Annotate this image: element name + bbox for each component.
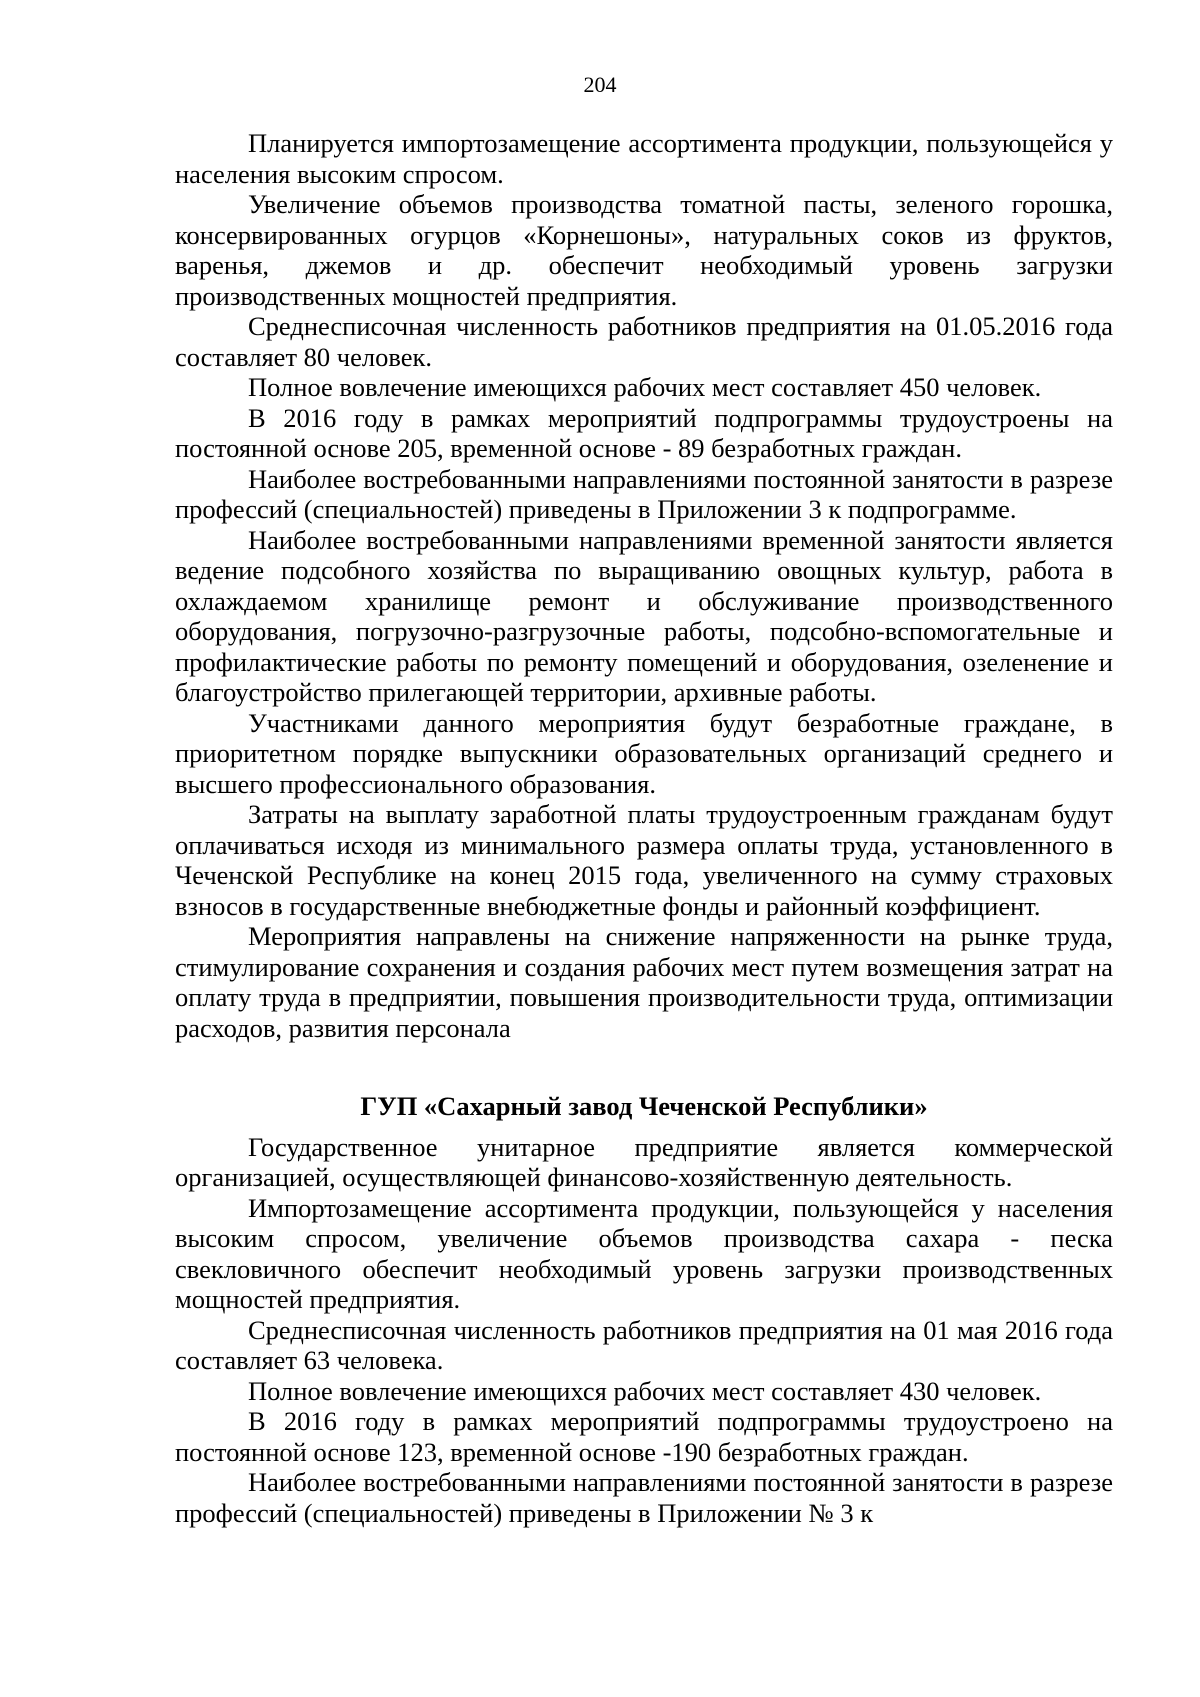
paragraph: Наиболее востребованными направлениями временной занятости является ведение подсобного хозяйства по выращиванию овощных культур, работа в охлаждаемом хранилище ремонт и обслуживание производственного оборудования, погрузочно-разгрузочные работы, подсобно-вспомогательные и профилактические работы по ремонту помещений и оборудования, озеленение и благоустройство прилегающей территории, архивные работы.: [175, 524, 1113, 707]
paragraph: Государственное унитарное предприятие является коммерческой организацией, осуществляющей финансово-хозяйственную деятельность.: [175, 1131, 1113, 1192]
paragraph: Участниками данного мероприятия будут безработные граждане, в приоритетном порядке выпускники образовательных организаций среднего и высшего профессионального образования.: [175, 707, 1113, 799]
paragraph: Затраты на выплату заработной платы трудоустроенным гражданам будут оплачиваться исходя из минимального размера оплаты труда, установленного в Чеченской Республике на конец 2015 года, увеличенного на сумму страховых взносов в государственные внебюджетные фонды и районный коэффициент.: [175, 799, 1113, 921]
paragraph: Наиболее востребованными направлениями постоянной занятости в разрезе профессий (специальностей) приведены в Приложении № 3 к: [175, 1467, 1113, 1528]
paragraph: Планируется импортозамещение ассортимента продукции, пользующейся у населения высоким спросом.: [175, 128, 1113, 189]
paragraph: Увеличение объемов производства томатной пасты, зеленого горошка, консервированных огурцов «Корнешоны», натуральных соков из фруктов, варенья, джемов и др. обеспечит необходимый уровень загрузки производственных мощностей предприятия.: [175, 189, 1113, 311]
paragraph: В 2016 году в рамках мероприятий подпрограммы трудоустроены на постоянной основе 205, временной основе - 89 безработных граждан.: [175, 402, 1113, 463]
paragraph: Полное вовлечение имеющихся рабочих мест составляет 430 человек.: [248, 1375, 1042, 1406]
page-number: 204: [583, 72, 617, 97]
paragraph: Импортозамещение ассортимента продукции, пользующейся у населения высоким спросом, увеличение объемов производства сахара - песка свекловичного обеспечит необходимый уровень загрузки производственных мощностей предприятия.: [175, 1192, 1113, 1314]
paragraph: Среднесписочная численность работников предприятия на 01 мая 2016 года составляет 63 человека.: [175, 1314, 1113, 1375]
page-content: [175, 128, 1113, 1528]
section-heading: ГУП «Сахарный завод Чеченской Республики»: [360, 1091, 928, 1121]
paragraph: Мероприятия направлены на снижение напряженности на рынке труда, стимулирование сохранения и создания рабочих мест путем возмещения затрат на оплату труда в предприятии, повышения производительности труда, оптимизации расходов, развития персонала: [175, 921, 1113, 1043]
paragraph: Среднесписочная численность работников предприятия на 01.05.2016 года составляет 80 человек.: [175, 311, 1113, 372]
paragraph: В 2016 году в рамках мероприятий подпрограммы трудоустроено на постоянной основе 123, временной основе -190 безработных граждан.: [175, 1406, 1113, 1467]
paragraph: Полное вовлечение имеющихся рабочих мест составляет 450 человек.: [248, 372, 1042, 402]
paragraph: Наиболее востребованными направлениями постоянной занятости в разрезе профессий (специальностей) приведены в Приложении 3 к подпрограмме.: [175, 463, 1113, 524]
